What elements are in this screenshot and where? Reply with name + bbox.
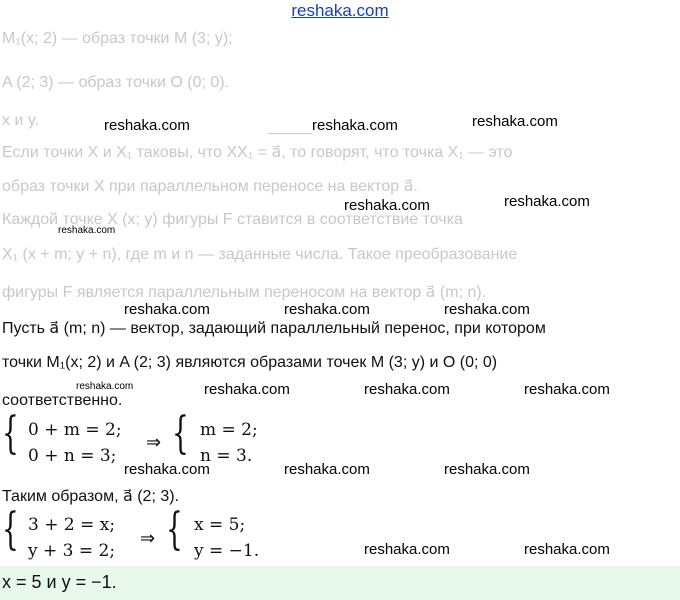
system1-left-eq2: 0 + n = 3; — [28, 446, 117, 466]
system2-right-brace: { — [166, 504, 183, 555]
watermark: reshaka.com — [284, 461, 370, 478]
vector-overline — [268, 133, 312, 134]
watermark: reshaka.com — [524, 541, 610, 558]
implies-arrow-2: ⇒ — [140, 528, 156, 549]
system2-right-eq2: y = −1. — [194, 541, 260, 561]
solution-line-3: соответственно. — [2, 392, 123, 409]
conclusion-line: Таким образом, a⃗ (2; 3). — [2, 488, 179, 505]
system2-right-eq1: x = 5; — [194, 515, 246, 535]
watermark: reshaka.com — [444, 461, 530, 478]
watermark: reshaka.com — [504, 193, 590, 210]
system1-right-brace: { — [172, 408, 189, 459]
faded-line-5: образ точки X при параллельном переносе на вектор a⃗. — [2, 178, 418, 195]
faded-line-1: M₁(x; 2) — образ точки M (3; y); — [2, 30, 233, 47]
watermark: reshaka.com — [124, 461, 210, 478]
system2-left-eq2: y + 3 = 2; — [28, 541, 116, 561]
watermark: reshaka.com — [124, 301, 210, 318]
system1-left-brace: { — [2, 408, 19, 459]
faded-line-4: Если точки X и X₁ таковы, что XX₁ = a⃗, то говорят, что точка X₁ — это — [2, 144, 513, 161]
faded-line-3: x и y. — [2, 112, 40, 129]
watermark: reshaka.com — [344, 197, 430, 214]
watermark: reshaka.com — [204, 381, 290, 398]
watermark: reshaka.com — [284, 301, 370, 318]
faded-line-2: A (2; 3) — образ точки O (0; 0). — [2, 74, 230, 91]
faded-line-8: фигуры F является параллельным переносом на вектор a⃗ (m; n). — [2, 284, 487, 301]
system1-right-eq1: m = 2; — [200, 420, 258, 440]
watermark: reshaka.com — [58, 225, 116, 236]
system2-left-brace: { — [2, 504, 19, 555]
watermark: reshaka.com — [76, 381, 134, 392]
system2-left-eq1: 3 + 2 = x; — [28, 515, 116, 535]
site-link[interactable]: reshaka.com — [291, 1, 389, 20]
system1-right-eq2: n = 3. — [200, 446, 253, 466]
watermark: reshaka.com — [444, 301, 530, 318]
watermark: reshaka.com — [364, 541, 450, 558]
solution-line-1: Пусть a⃗ (m; n) — вектор, задающий параллельный перенос, при котором — [2, 320, 546, 337]
faded-line-7: X₁ (x + m; y + n), где m и n — заданные числа. Такое преобразование — [2, 246, 518, 263]
watermark: reshaka.com — [524, 381, 610, 398]
watermark: reshaka.com — [364, 381, 450, 398]
system1-left-eq1: 0 + m = 2; — [28, 420, 122, 440]
solution-line-2: точки M₁(x; 2) и A (2; 3) являются образами точек M (3; y) и O (0; 0) — [2, 354, 498, 371]
implies-arrow-1: ⇒ — [146, 432, 162, 453]
faded-line-6: Каждой точке X (x; y) фигуры F ставится в соответствие точка — [2, 211, 463, 228]
watermark: reshaka.com — [312, 117, 398, 134]
answer-text: x = 5 и y = −1. — [2, 572, 117, 592]
watermark: reshaka.com — [104, 117, 190, 134]
watermark: reshaka.com — [472, 113, 558, 130]
